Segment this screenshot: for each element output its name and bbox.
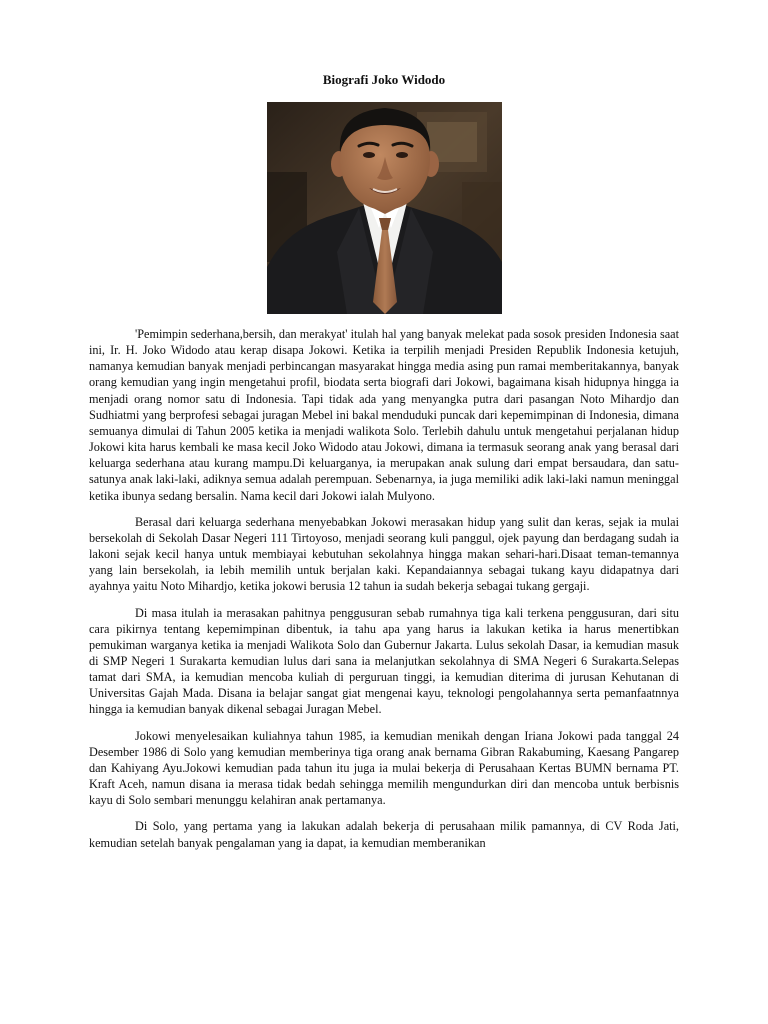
document-body: [89, 326, 679, 861]
paragraph: Berasal dari keluarga sederhana menyebabkan Jokowi merasakan hidup yang sulit dan keras, sejak ia mulai bersekolah di Sekolah Dasar Negeri 111 Tirtoyoso, menjadi seorang kuli panggul, ojek payung dan berdagang sudah ia lakoni sejak kecil hanya untuk membiayai kebutuhan sekolahnya hingga makan sehari-hari.Disaat teman-temannya yang lain bersekolah, ia lebih memilih untuk berjalan kaki. Kepandaiannya sebagai tukang kayu didapatnya dari ayahnya yaitu Noto Mihardjo, ketika jokowi berusia 12 tahun ia sudah bekerja sebagai tukang gergaji.: [89, 514, 679, 594]
paragraph: Di Solo, yang pertama yang ia lakukan adalah bekerja di perusahaan milik pamannya, di CV Roda Jati, kemudian setelah banyak pengalaman yang ia dapat, ia kemudian memberanikan: [89, 819, 679, 850]
paragraph: Di masa itulah ia merasakan pahitnya penggusuran sebab rumahnya tiga kali terkena penggusuran, dari situ cara pikirnya tentang kepemimpinan dibentuk, ia tahu apa yang harus ia lakukan ketika ia harus menertibkan pemukiman warganya ketika ia menjadi Walikota Solo dan Gubernur Jakarta. Lulus sekolah Dasar, ia kemudian masuk di SMP Negeri 1 Surakarta kemudian lulus dari sana ia melanjutkan sekolahnya di SMA Negeri 6 Surakarta.Selepas tamat dari SMA, ia kemudian mencoba kuliah di perguruan tinggi, ia kemudian diterima di jurusan Kehutanan di Universitas Gajah Mada. Disana ia belajar sangat giat mengenai kayu, teknologi pengolahannya serta pemanfaatnnya hingga ia kemudian banyak dikenal sebagai Juragan Mebel.: [89, 605, 679, 717]
portrait-illustration: [267, 102, 502, 314]
paragraph: Jokowi menyelesaikan kuliahnya tahun 1985, ia kemudian menikah dengan Iriana Jokowi pada tanggal 24 Desember 1986 di Solo yang kemudian memberinya tiga orang anak bernama Gibran Rakabuming, Kaesang Pangarep dan Kahiyang Ayu.Jokowi kemudian pada tahun itu juga ia mulai bekerja di Perusahaan Kertas BUMN bernama PT. Kraft Aceh, namun disana ia merasa tidak bedah sehingga memilih mengundurkan diri dan mencoba untuk berbisnis kayu di Solo sembari menunggu kelahiran anak pertamanya.: [89, 728, 679, 808]
document-title: Biografi Joko Widodo: [322, 72, 446, 87]
portrait-photo: [267, 102, 502, 314]
paragraph: 'Pemimpin sederhana,bersih, dan merakyat' itulah hal yang banyak melekat pada sosok presiden Indonesia saat ini, Ir. H. Joko Widodo atau kerap disapa Jokowi. Ketika ia terpilih menjadi Presiden Republik Indonesia ketujuh, namanya kemudian banyak menjadi perbincangan masyarakat hingga media asing pun ramai memberitakannya, banyak orang kemudian yang ingin mengetahui profil, biodata serta biografi dari Jokowi, bagaimana kisah hidupnya hingga ia menjadi orang nomor satu di Indonesia. Tapi tidak ada yang menyangka putra dari pasangan Noto Mihardjo dan Sudhiatmi yang berprofesi sebagai juragan Mebel ini bakal menduduki puncak dari kepemimpinan di Indonesia, dimana semuanya dimulai di Tahun 2005 ketika ia menjadi walikota Solo. Terlebih dahulu untuk mengetahui perjalanan hidup Jokowi kita harus kembali ke masa kecil Joko Widodo atau Jokowi, dimana ia termasuk seorang anak yang berasal dari keluarga sederhana atau kurang mampu.Di keluarganya, ia merupakan anak sulung dari empat bersaudara, dan satu-satunya anak laki-laki, adiknya semua adalah perempuan. Sebenarnya, ia juga memiliki adik laki-laki namun meninggal ketika ibunya sedang bersalin. Nama kecil dari Jokowi ialah Mulyono.: [89, 327, 679, 503]
